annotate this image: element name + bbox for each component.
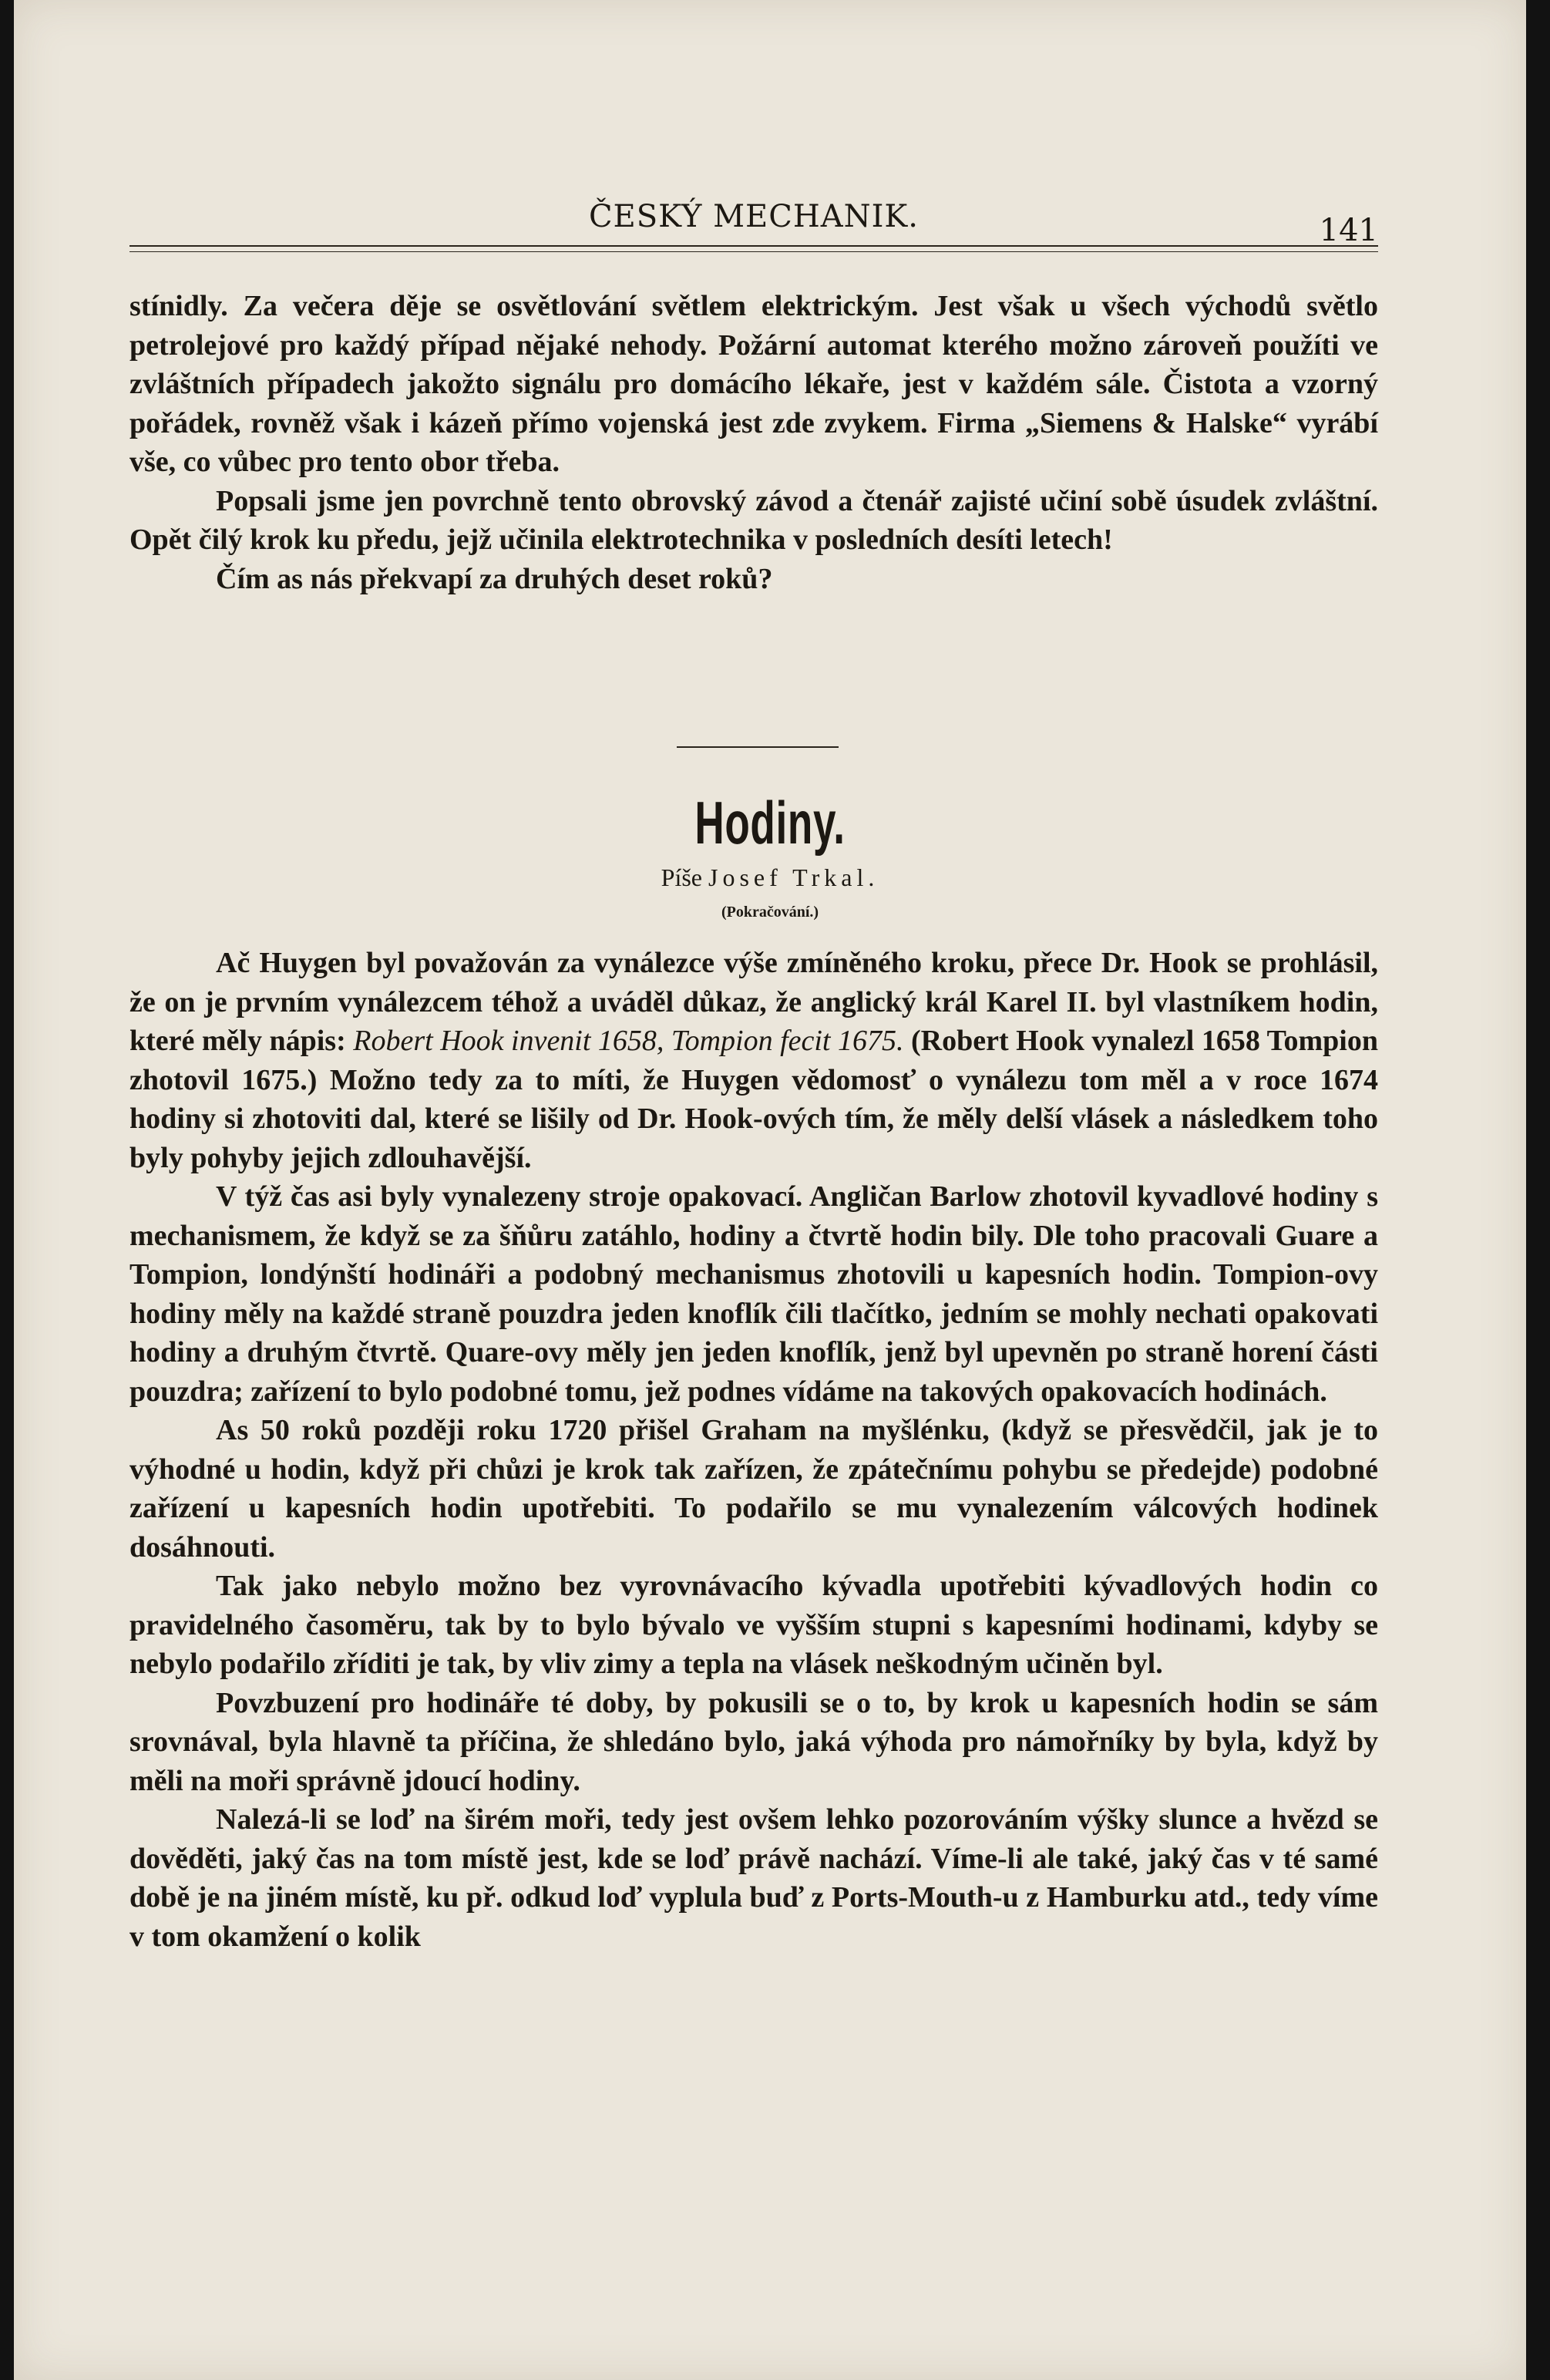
paragraph: Popsali jsme jen povrchně tento obrovský závod a čtenář zajisté učiní sobě úsudek zvláštní. Opět čilý krok ku předu, jejž učinila elektrotechnika v posledních desíti letech! [129, 484, 1378, 556]
paragraph: Tak jako nebylo možno bez vyrovnávacího kývadla upotřebiti kývadlových hodin co pravidelného časoměru, tak by to bylo bývalo ve vyšším stupni s kapesními hodinami, kdyby se nebylo podařilo zříditi je tak, by vliv zimy a tepla na vlásek neškodným učiněn byl. [129, 1570, 1378, 1680]
paragraph-text: Ač Huygen byl považován za vynálezce výše zmíněného kroku, přece Dr. Hook se prohlásil, že on je prvním vynálezcem téhož a uváděl důkaz, že anglický král Karel II. byl vlastníkem hodin, které měly nápis: [129, 947, 1378, 1057]
section-divider [677, 746, 839, 748]
previous-article-ending [129, 287, 1378, 598]
paragraph: stínidly. Za večera děje se osvětlování světlem elektrickým. Jest však u všech východů světlo petrolejové pro každý případ nějaké nehody. Požární automat kterého možno zároveň použíti ve zvláštních případech jakožto signálu pro domácího lékaře, jest v každém sále. Čistota a vzorný pořádek, rovněž však i kázeň přímo vojenská jest zde zvykem. Firma „Siemens & Halske“ vyrábí vše, co vůbec pro tento obor třeba. [129, 290, 1378, 478]
running-title: ČESKÝ MECHANIK. [588, 199, 920, 234]
paragraph [129, 944, 1378, 1177]
inscription-italic: Robert Hook invenit 1658, Tompion fecit 1675. [353, 1025, 904, 1057]
paragraph: Čím as nás překvapí za druhých deset roků? [216, 562, 773, 595]
header-rule-thin [129, 251, 1378, 252]
article-title: Hodiny. [694, 789, 846, 857]
paragraph-text: (Robert Hook vynalezl 1658 Tompion zhotovil 1675.) Možno tedy za to míti, že Huygen vědomosť o vynálezu tom měl a v roce 1674 hodiny si zhotoviti dal, které se lišily od Dr. Hook-ových tím, že měly delší vlásek a následkem toho byly pohyby jejich zdlouhavější. [129, 1025, 1379, 1174]
author-name: Josef Trkal. [708, 863, 879, 891]
paragraph: Nalezá-li se loď na širém moři, tedy jest ovšem lehko pozorováním výšky slunce a hvězd se dověděti, jaký čas na tom místě jest, kde se loď právě nachází. Víme-li ale také, jaký čas v té samé době je na jiném místě, ku př. odkud loď vyplula buď z Ports-Mouth-u z Hamburku atd., tedy víme v tom okamžení o kolik [129, 1803, 1378, 1953]
header-rule [129, 245, 1378, 247]
paragraph: Povzbuzení pro hodináře té doby, by pokusili se o to, by krok u kapesních hodin se sám srovnával, byla hlavně ta příčina, že shledáno bylo, jaká výhoda pro námořníky by byla, když by měli na moři správně jdoucí hodiny. [129, 1686, 1378, 1797]
page-sheet [14, 0, 1526, 2380]
paragraph: As 50 roků později roku 1720 přišel Graham na myšlénku, (když se přesvědčil, jak je to výhodné u hodin, když při chůzi je krok tak zařízen, že zpátečnímu pohybu se předejde) podobné zařízení u kapesních hodin upotřebiti. To podařilo se mu vynalezením válcových hodinek dosáhnouti. [129, 1414, 1378, 1564]
page-number: 141 [1319, 213, 1378, 248]
byline-prefix: Píše [661, 863, 702, 891]
continuation-note: (Pokračování.) [721, 904, 819, 921]
paragraph: V týž čas asi byly vynalezeny stroje opakovací. Angličan Barlow zhotovil kyvadlové hodiny s mechanismem, že když se za šňůru zatáhlo, hodiny a čtvrtě hodin bily. Dle toho pracovali Guare a Tompion, londýnští hodináři a podobný mechanismus zhotovili u kapesních hodin. Tompion-ovy hodiny měly na každé straně pouzdra jeden knoflík čili tlačítko, jedním se mohly nechati opakovati hodiny a druhým čtvrtě. Quare-ovy měly jen jeden knoflík, jenž byl upevněn po straně horení části pouzdra; zařízení to bylo podobné tomu, jež podnes vídáme na takových opakovacích hodinách. [129, 1180, 1378, 1408]
article-body [129, 944, 1378, 1956]
article-byline [14, 863, 1526, 892]
